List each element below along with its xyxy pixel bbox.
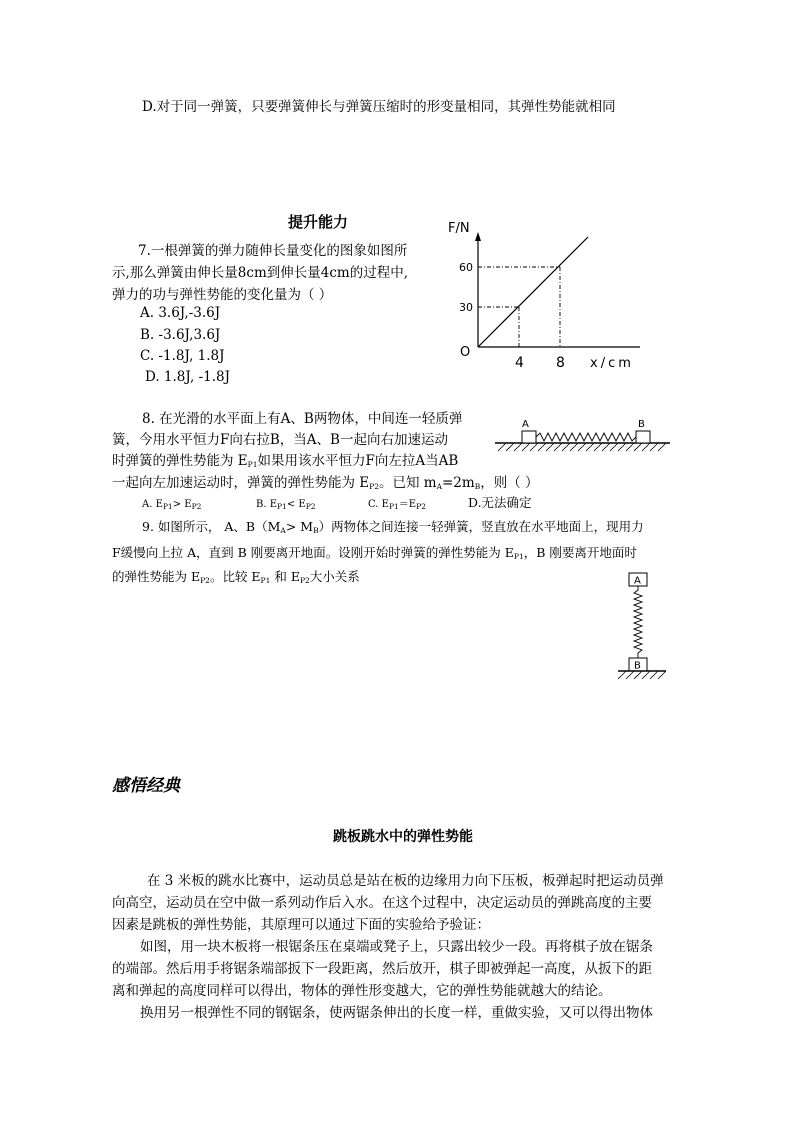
q8-option-a-s2: P2 bbox=[191, 502, 202, 511]
q7-line-1: 7.一根弹簧的弹力随伸长量变化的图象如图所 bbox=[138, 243, 408, 259]
graph-y-label: F/N bbox=[448, 221, 470, 236]
q7-option-c: C. -1.8J, 1.8J bbox=[140, 348, 225, 364]
q8-option-b-s1: P1 bbox=[277, 502, 287, 511]
q8-option-b-p: B. E bbox=[256, 499, 278, 510]
q9-line-2 bbox=[112, 542, 637, 567]
q9-spring bbox=[634, 586, 642, 658]
q8-line-4-d: ，则（ ） bbox=[480, 475, 539, 491]
graph-force-line bbox=[478, 237, 588, 347]
graph-x-label: x/cm bbox=[590, 356, 634, 371]
q8-option-c-p: C. E bbox=[368, 499, 389, 510]
q7-option-a: A. 3.6J,-3.6J bbox=[140, 305, 221, 321]
q8-label-a: A bbox=[522, 419, 529, 430]
graph-y-arrow bbox=[475, 232, 481, 241]
q8-sub-b: B bbox=[474, 482, 481, 491]
article-line-2: 向高空，运动员在空中做一系列动作后入水。在这个过程中，决定运动员的弹跳高度的主要 bbox=[112, 895, 652, 911]
q9-sub-a: A bbox=[280, 526, 286, 535]
q9-sub-p1: P1 bbox=[513, 552, 524, 561]
article-line-1: 在 3 米板的跳水比赛中，运动员总是站在板的边缘用力向下压板，板弹起时把运动员弹 bbox=[147, 873, 664, 889]
q9-line-1-b: > M bbox=[285, 519, 314, 534]
q8-block-a bbox=[522, 431, 536, 443]
q9-line-3-d: 大小关系 bbox=[309, 569, 360, 584]
q8-option-c-s2: P2 bbox=[416, 502, 426, 511]
q8-label-b: B bbox=[638, 419, 645, 430]
article-line-7: 换用另一根弹性不同的钢锯条，使两锯条伸出的长度一样，重做实验，又可以得出物体 bbox=[140, 1005, 653, 1021]
article-line-6: 离和弹起的高度同样可以得出，物体的弹性形变越大，它的弹性势能就越大的结论。 bbox=[112, 983, 612, 999]
q8-line-4-a: 一起向左加速运动时，弹簧的弹性势能为 E bbox=[112, 475, 370, 491]
q6-option-d: D.对于同一弹簧，只要弹簧伸长与弹簧压缩时的形变量相同，其弹性势能就相同 bbox=[142, 99, 616, 115]
q8-spring bbox=[536, 433, 636, 441]
q9-line-2-a: F缓慢向上拉 A，直到 B 刚要离开地面。设刚开始时弹簧的弹性势能为 E bbox=[112, 545, 514, 560]
q8-option-c bbox=[368, 494, 426, 517]
q8-sub-p1: P1 bbox=[247, 460, 258, 469]
q8-option-a-p: A. E bbox=[142, 499, 163, 510]
graph-tick-8: 8 bbox=[556, 355, 565, 371]
section-title-improve: 提升能力 bbox=[288, 213, 349, 231]
q9-sub-b: B bbox=[313, 526, 319, 535]
q9-line-3 bbox=[112, 566, 360, 591]
graph-tick-30: 30 bbox=[459, 301, 473, 314]
q9-spring-figure bbox=[612, 568, 674, 684]
section-title-classic: 感悟经典 bbox=[112, 776, 180, 796]
q9-line-1-a: 9. 如图所示， A、B（M bbox=[142, 519, 281, 534]
graph-tick-4: 4 bbox=[515, 355, 524, 371]
q7-option-d: D. 1.8J, -1.8J bbox=[145, 369, 231, 385]
q8-option-a-rel: > E bbox=[172, 499, 192, 510]
q7-line-3: 弹力的功与弹性势能的变化量为（ ） bbox=[112, 287, 333, 303]
q8-option-b-rel: < E bbox=[286, 499, 306, 510]
q8-line-4-c: =2m bbox=[442, 475, 475, 491]
q8-option-c-s1: P1 bbox=[388, 502, 399, 511]
q8-line-1: 8. 在光滑的水平面上有A、B两物体，中间连一轻质弹 bbox=[142, 411, 463, 427]
q8-sub-a: A bbox=[436, 482, 442, 491]
q9-line-3-a: 的弹性势能为 E bbox=[112, 569, 201, 584]
q8-option-c-rel: ＝E bbox=[398, 499, 417, 510]
q9-ground-hatch bbox=[618, 671, 666, 679]
article-line-3: 因素是跳板的弹性势能，其原理可以通过下面的实验给予验证： bbox=[112, 917, 490, 933]
q8-option-b bbox=[256, 494, 316, 517]
q8-block-b bbox=[636, 431, 650, 443]
q9-sub-p2-second: P2 bbox=[299, 576, 310, 585]
q8-ground-hatch bbox=[498, 443, 666, 451]
q7-line-2: 示,那么弹簧由伸长量8cm到伸长量4cm的过程中, bbox=[112, 265, 408, 281]
q8-option-d: D.无法确定 bbox=[468, 495, 532, 510]
article-line-5: 的端部。然后用手将锯条端部扳下一段距离，然后放开，棋子即被弹起一高度，从扳下的距 bbox=[112, 961, 652, 977]
q8-sub-p2: P2 bbox=[369, 482, 379, 491]
q8-spring-figure bbox=[490, 412, 680, 458]
q8-line-3-a: 时弹簧的弹性势能为 E bbox=[112, 453, 248, 469]
q9-line-1-c: ）两物体之间连接一轻弹簧，竖直放在水平地面上，现用力 bbox=[318, 519, 644, 534]
q9-label-b: B bbox=[634, 660, 641, 672]
q9-line-3-c: 和 E bbox=[270, 569, 300, 584]
q9-sub-p1-second: P1 bbox=[260, 576, 271, 585]
force-extension-graph bbox=[440, 210, 660, 380]
q8-line-3 bbox=[112, 451, 458, 475]
article-line-4: 如图，用一块木板将一根锯条压在桌端或凳子上，只露出较少一段。再将棋子放在锯条 bbox=[140, 939, 653, 955]
q7-option-b: B. -3.6J,3.6J bbox=[140, 327, 221, 343]
q9-label-a: A bbox=[634, 575, 641, 587]
q8-option-b-s2: P2 bbox=[305, 502, 316, 511]
q8-line-3-b: 如果用该水平恒力F向左拉A当AB bbox=[257, 453, 459, 469]
q8-option-a bbox=[142, 494, 201, 517]
q8-option-a-s1: P1 bbox=[162, 502, 173, 511]
q9-line-2-b: ，B 刚要离开地面时 bbox=[523, 545, 637, 560]
q9-line-3-b: 。比较 E bbox=[209, 569, 261, 584]
q9-sub-p2-first: P2 bbox=[200, 576, 210, 585]
q8-line-4-b: 。已知 m bbox=[378, 475, 437, 491]
graph-origin: O bbox=[460, 345, 471, 360]
graph-tick-60: 60 bbox=[459, 261, 473, 274]
q8-line-2: 簧，今用水平恒力F向右拉B，当A、B一起向右加速运动 bbox=[112, 432, 448, 448]
q9-line-1 bbox=[142, 516, 644, 541]
article-title: 跳板跳水中的弹性势能 bbox=[333, 829, 473, 845]
